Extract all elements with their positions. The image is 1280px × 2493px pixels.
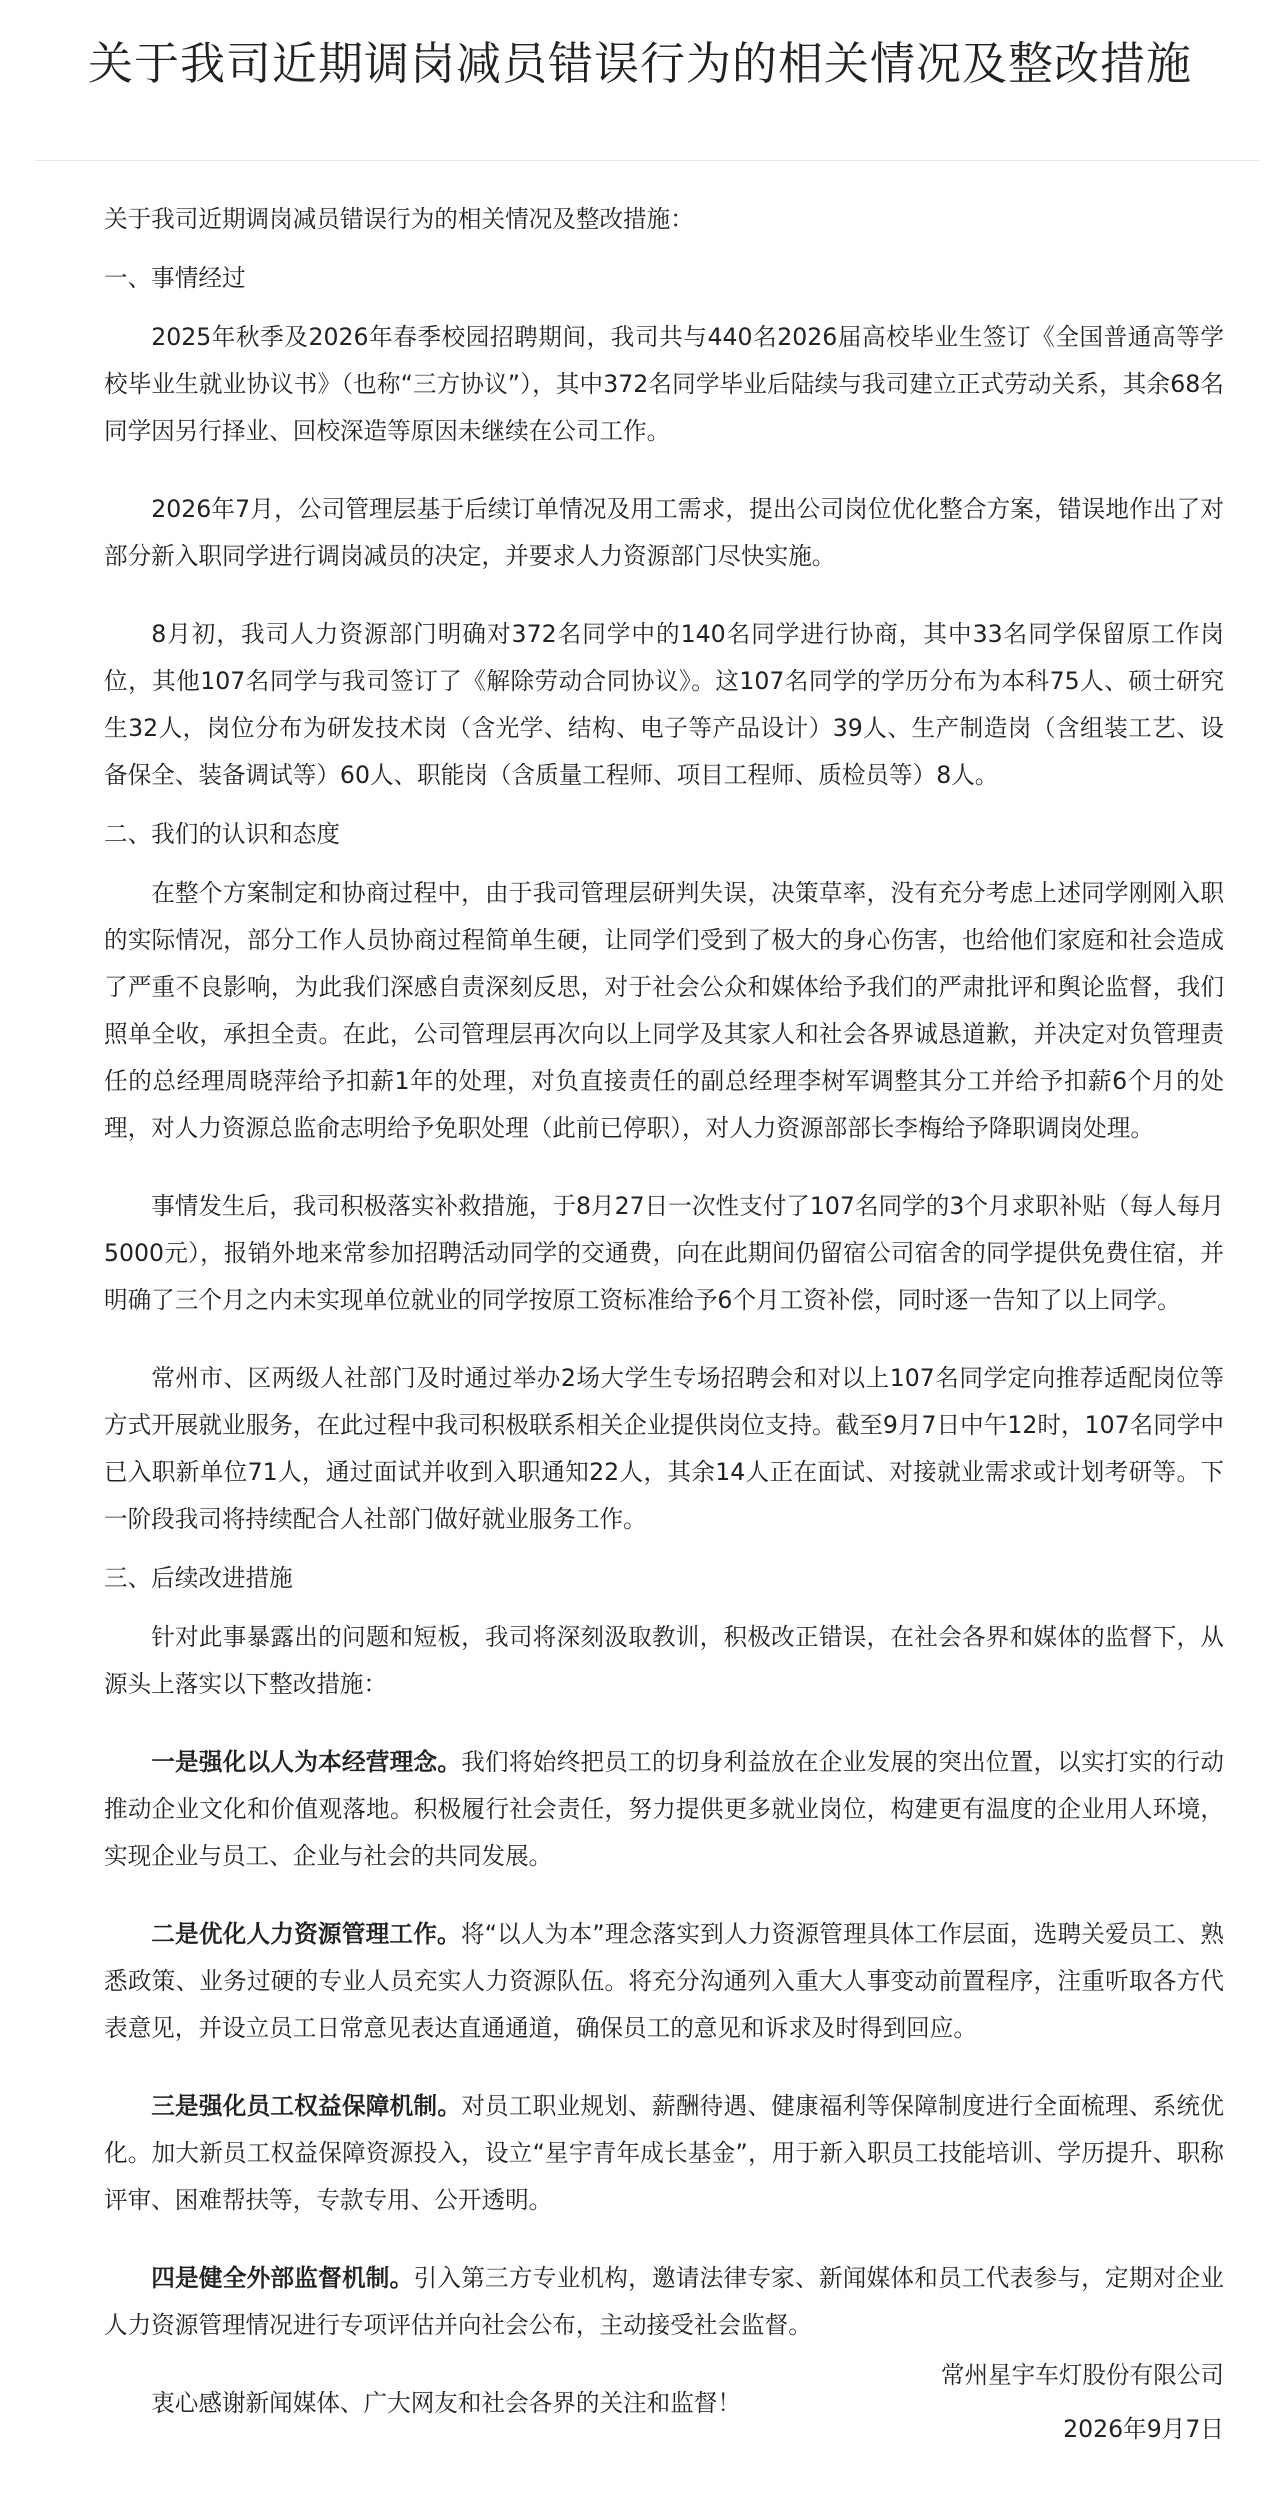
measure-2-text: 将“以人为本”理念落实到人力资源管理具体工作层面，选聘关爱员工、熟悉政策、业务过硬的专业人员充实人力资源队伍。将充分沟通列入重大人事变动前置程序，注重听取各方代表意见，并设立员工日常意见表达直通通道，确保员工的意见和诉求及时得到回应。 [104, 1920, 1225, 2042]
measure-3-title: 三是强化员工权益保障机制。 [151, 2092, 462, 2120]
document-body [104, 196, 1224, 2427]
intro-line: 关于我司近期调岗减员错误行为的相关情况及整改措施： [104, 205, 694, 233]
closing-line: 衷心感谢新闻媒体、广大网友和社会各界的关注和监督！ [151, 2389, 742, 2417]
section-heading-3: 三、后续改进措施 [104, 1564, 293, 1592]
measure-4-title: 四是健全外部监督机制。 [151, 2264, 414, 2292]
section-1-paragraph-3: 8月初，我司人力资源部门明确对372名同学中的140名同学进行协商，其中33名同学保留原工作岗位，其他107名同学与我司签订了《解除劳动合同协议》。这107名同学的学历分布为本科75人、硕士研究生32人，岗位分布为研发技术岗（含光学、结构、电子等产品设计）39人、生产制造岗（含组装工艺、设备保全、装备调试等）60人、职能岗（含质量工程师、项目工程师、质检员等）8人。 [104, 620, 1224, 789]
measure-3 [104, 2083, 1224, 2224]
measure-4 [104, 2255, 1224, 2349]
section-2-paragraph-2: 事情发生后，我司积极落实补救措施，于8月27日一次性支付了107名同学的3个月求职补贴（每人每月5000元），报销外地来常参加招聘活动同学的交通费，向在此期间仍留宿公司宿舍的同学提供免费住宿，并明确了三个月之内未实现单位就业的同学按原工资标准给予6个月工资补偿，同时逐一告知了以上同学。 [104, 1192, 1224, 1314]
measure-1 [104, 1739, 1224, 1880]
section-heading-1: 一、事情经过 [104, 264, 246, 292]
measure-3-text: 对员工职业规划、薪酬待遇、健康福利等保障制度进行全面梳理、系统优化。加大新员工权益保障资源投入，设立“星宇青年成长基金”，用于新入职员工技能培训、学历提升、职称评审、困难帮扶等，专款专用、公开透明。 [104, 2092, 1225, 2214]
measure-2-title: 二是优化人力资源管理工作。 [151, 1920, 461, 1948]
section-2-paragraph-1: 在整个方案制定和协商过程中，由于我司管理层研判失误，决策草率，没有充分考虑上述同学刚刚入职的实际情况，部分工作人员协商过程简单生硬，让同学们受到了极大的身心伤害，也给他们家庭和社会造成了严重不良影响，为此我们深感自责深刻反思，对于社会公众和媒体给予我们的严肃批评和舆论监督，我们照单全收，承担全责。在此，公司管理层再次向以上同学及其家人和社会各界诚恳道歉，并决定对负管理责任的总经理周晓萍给予扣薪1年的处理，对负直接责任的副总经理李树军调整其分工并给予扣薪6个月的处理，对人力资源总监俞志明给予免职处理（此前已停职），对人力资源部部长李梅给予降职调岗处理。 [104, 879, 1224, 1142]
signature-date: 2026年9月7日 [1063, 2415, 1224, 2443]
document-title: 关于我司近期调岗减员错误行为的相关情况及整改措施 [87, 37, 1192, 90]
measure-4-text: 引入第三方专业机构，邀请法律专家、新闻媒体和员工代表参与，定期对企业人力资源管理情况进行专项评估并向社会公布，主动接受社会监督。 [104, 2264, 1225, 2339]
signature-company: 常州星宇车灯股份有限公司 [940, 2361, 1224, 2389]
section-heading-2: 二、我们的认识和态度 [104, 820, 340, 848]
section-1-paragraph-2: 2026年7月，公司管理层基于后续订单情况及用工需求，提出公司岗位优化整合方案，错误地作出了对部分新入职同学进行调岗减员的决定，并要求人力资源部门尽快实施。 [104, 495, 1224, 570]
title-divider [34, 160, 1260, 161]
measure-1-text: 我们将始终把员工的切身利益放在企业发展的突出位置，以实打实的行动推动企业文化和价值观落地。积极履行社会责任，努力提供更多就业岗位，构建更有温度的企业用人环境，实现企业与员工、企业与社会的共同发展。 [104, 1748, 1225, 1870]
section-1-paragraph-1: 2025年秋季及2026年春季校园招聘期间，我司共与440名2026届高校毕业生签订《全国普通高等学校毕业生就业协议书》（也称“三方协议”），其中372名同学毕业后陆续与我司建立正式劳动关系，其余68名同学因另行择业、回校深造等原因未继续在公司工作。 [104, 323, 1224, 445]
measure-1-title: 一是强化以人为本经营理念。 [151, 1748, 462, 1776]
measure-2 [104, 1911, 1224, 2052]
section-2-paragraph-3: 常州市、区两级人社部门及时通过举办2场大学生专场招聘会和对以上107名同学定向推荐适配岗位等方式开展就业服务，在此过程中我司积极联系相关企业提供岗位支持。截至9月7日中午12时，107名同学中已入职新单位71人，通过面试并收到入职通知22人，其余14人正在面试、对接就业需求或计划考研等。下一阶段我司将持续配合人社部门做好就业服务工作。 [104, 1364, 1224, 1533]
section-3-lead: 针对此事暴露出的问题和短板，我司将深刻汲取教训，积极改正错误，在社会各界和媒体的监督下，从源头上落实以下整改措施： [104, 1623, 1224, 1698]
